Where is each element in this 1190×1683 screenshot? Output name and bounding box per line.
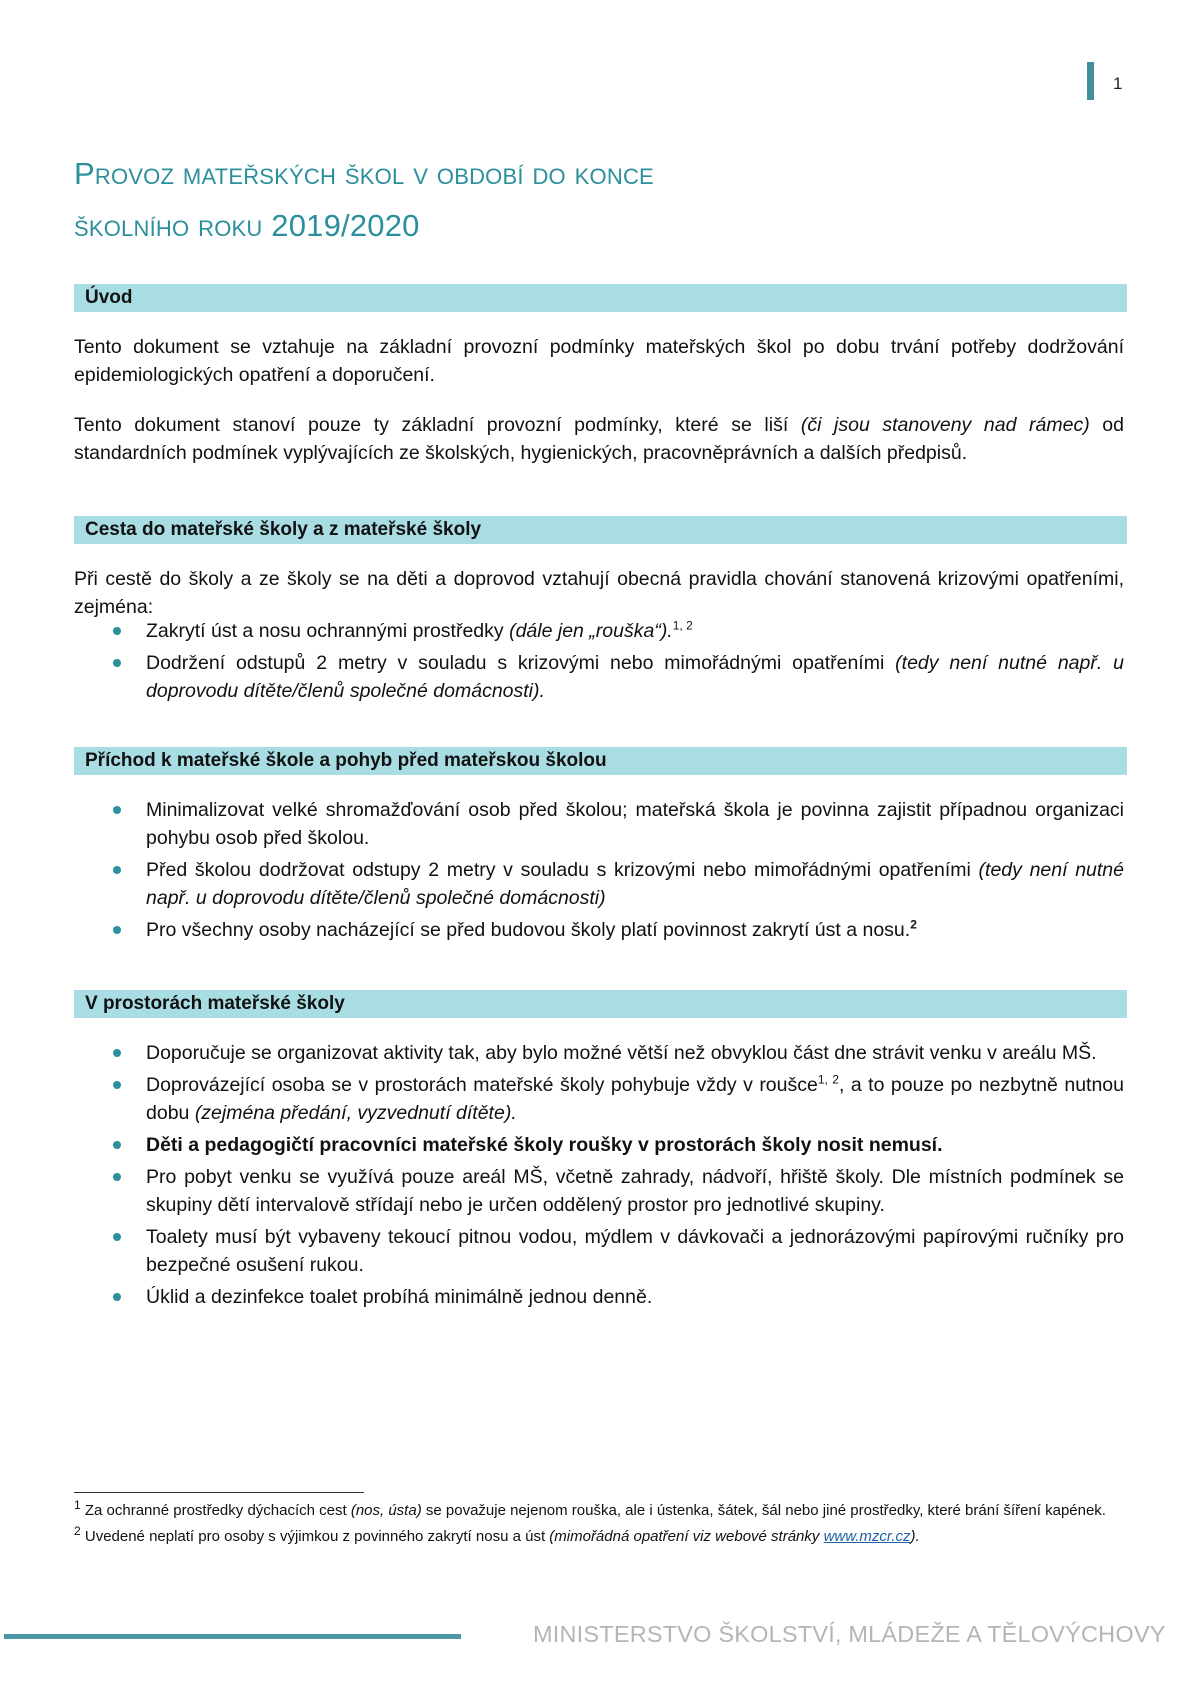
footnote-text-end: se považuje nejenom rouška, ale i ústenka, šátek, šál nebo jiné prostředky, které brání šíření kapének.	[421, 1502, 1106, 1519]
footnote-ref: 1, 2	[817, 1072, 839, 1087]
page-number: 1	[1113, 74, 1123, 93]
footnote-emphasis: (nos, ústa)	[350, 1502, 422, 1519]
bullet-text: Zakrytí úst a nosu ochrannými prostředky	[146, 620, 510, 642]
bullet-text: Před školou dodržovat odstupy 2 metry v souladu s krizovými nebo mimořádnými opatřeními	[146, 859, 979, 881]
prichod-bullet-list	[74, 796, 1124, 948]
list-item	[74, 856, 1124, 912]
list-item	[74, 1163, 1124, 1219]
list-item	[74, 1283, 1124, 1311]
list-item	[74, 1039, 1124, 1067]
uvod-p2-text: Tento dokument stanoví pouze ty základní provozní podmínky, které se liší	[74, 414, 801, 436]
bullet-dot-icon	[113, 627, 121, 635]
footnote-1	[74, 1498, 1124, 1524]
uvod-p2-emphasis: (či jsou stanoveny nad rámec)	[800, 414, 1090, 436]
footnote-emphasis: (mimořádná opatření viz webové stránky	[549, 1528, 824, 1545]
bullet-emphasis: (zejména předání, vyzvednutí dítěte).	[194, 1102, 517, 1124]
title-line-2: školního roku 2019/2020	[74, 208, 420, 243]
uvod-p2-text-end: od standardních podmínek vyplývajících ze školských, hygienických, pracovněprávních a dalších předpisů.	[74, 414, 1124, 464]
bullet-dot-icon	[113, 1049, 121, 1057]
footnote-separator	[74, 1492, 364, 1493]
bullet-text: Pro pobyt venku se využívá pouze areál MŠ, včetně zahrady, nádvoří, hřiště školy. Dle místních podmínek se skupiny dětí intervalově střídají nebo je určen oddělený prostor pro jednotlivé skupiny.	[146, 1166, 1124, 1216]
section-heading-prostory: V prostorách mateřské školy	[74, 990, 1127, 1018]
footnote-ref: 2	[910, 917, 917, 932]
bullet-text: Dodržení odstupů 2 metry v souladu s krizovými nebo mimořádnými opatřeními	[146, 652, 896, 674]
bullet-dot-icon	[113, 806, 121, 814]
list-item	[74, 649, 1124, 705]
prostory-bullet-list	[74, 1039, 1124, 1315]
bullet-dot-icon	[113, 926, 121, 934]
list-item	[74, 1131, 1124, 1159]
bullet-dot-icon	[113, 1141, 121, 1149]
footnote-emphasis-end: ).	[910, 1528, 920, 1545]
footnote-number: 2	[74, 1524, 81, 1538]
list-item	[74, 1223, 1124, 1279]
section-heading-uvod: Úvod	[74, 284, 1127, 312]
bullet-text-bold: Děti a pedagogičtí pracovníci mateřské školy roušky v prostorách školy nosit nemusí.	[146, 1134, 943, 1156]
uvod-paragraph-1: Tento dokument se vztahuje na základní provozní podmínky mateřských škol po dobu trvání potřeby dodržování epidemiologických opatření a doporučení.	[74, 336, 1124, 386]
bullet-text: Doporučuje se organizovat aktivity tak, aby bylo možné větší než obvyklou část dne strávit venku v areálu MŠ.	[146, 1042, 1097, 1064]
bullet-dot-icon	[113, 659, 121, 667]
footnotes	[74, 1498, 1124, 1550]
uvod-paragraph-2	[74, 411, 1124, 467]
bullet-text: Pro všechny osoby nacházející se před budovou školy platí povinnost zakrytí úst a nosu.	[146, 919, 911, 941]
page-marker-bar	[1087, 62, 1094, 100]
list-item	[74, 916, 1124, 944]
bullet-dot-icon	[113, 1233, 121, 1241]
mzcr-link[interactable]: www.mzcr.cz	[823, 1528, 911, 1545]
cesta-bullet-list	[74, 617, 1124, 709]
ministry-logo-text: MINISTERSTVO ŠKOLSTVÍ, MLÁDEŽE A TĚLOVÝCHOVY	[533, 1621, 1166, 1647]
section-heading-prichod: Příchod k mateřské škole a pohyb před mateřskou školou	[74, 747, 1127, 775]
bullet-emphasis: (dále jen „rouška“).	[509, 620, 673, 642]
bullet-emphasis: (tedy není nutné např. u doprovodu dítěte/členů společné domácnosti).	[146, 652, 1124, 702]
bullet-dot-icon	[113, 1173, 121, 1181]
bullet-dot-icon	[113, 1293, 121, 1301]
section-heading-cesta: Cesta do mateřské školy a z mateřské školy	[74, 516, 1127, 544]
bullet-text: Toalety musí být vybaveny tekoucí pitnou vodou, mýdlem v dávkovači a jednorázovými papírovými ručníky pro bezpečné osušení rukou.	[146, 1226, 1124, 1276]
footnote-text: Za ochranné prostředky dýchacích cest	[80, 1502, 351, 1519]
title-line-1: Provoz mateřských škol v období do konce	[74, 156, 654, 191]
footnote-number: 1	[74, 1498, 81, 1512]
bullet-text: Minimalizovat velké shromažďování osob před školou; mateřská škola je povinna zajistit případnou organizaci pohybu osob před školou.	[146, 799, 1124, 849]
bullet-text: Úklid a dezinfekce toalet probíhá minimálně jednou denně.	[146, 1286, 653, 1308]
footnote-text: Uvedené neplatí pro osoby s výjimkou z povinného zakrytí nosu a úst	[80, 1528, 550, 1545]
footer-accent-line	[4, 1634, 461, 1639]
list-item	[74, 1071, 1124, 1127]
bullet-text: Doprovázející osoba se v prostorách mateřské školy pohybuje vždy v roušce	[146, 1074, 818, 1096]
cesta-intro: Při cestě do školy a ze školy se na děti a doprovod vztahují obecná pravidla chování stanovená krizovými opatřeními, zejména:	[74, 568, 1124, 618]
list-item	[74, 617, 1124, 645]
bullet-emphasis: (tedy není nutné např. u doprovodu dítěte/členů společné domácnosti)	[146, 859, 1124, 909]
list-item	[74, 796, 1124, 852]
document-title	[74, 148, 974, 252]
footnote-ref: 1, 2	[672, 618, 693, 633]
bullet-dot-icon	[113, 1081, 121, 1089]
bullet-dot-icon	[113, 866, 121, 874]
footnote-2	[74, 1524, 1124, 1550]
bullet-text-cont: , a to pouze po nezbytně nutnou dobu	[146, 1074, 1124, 1124]
